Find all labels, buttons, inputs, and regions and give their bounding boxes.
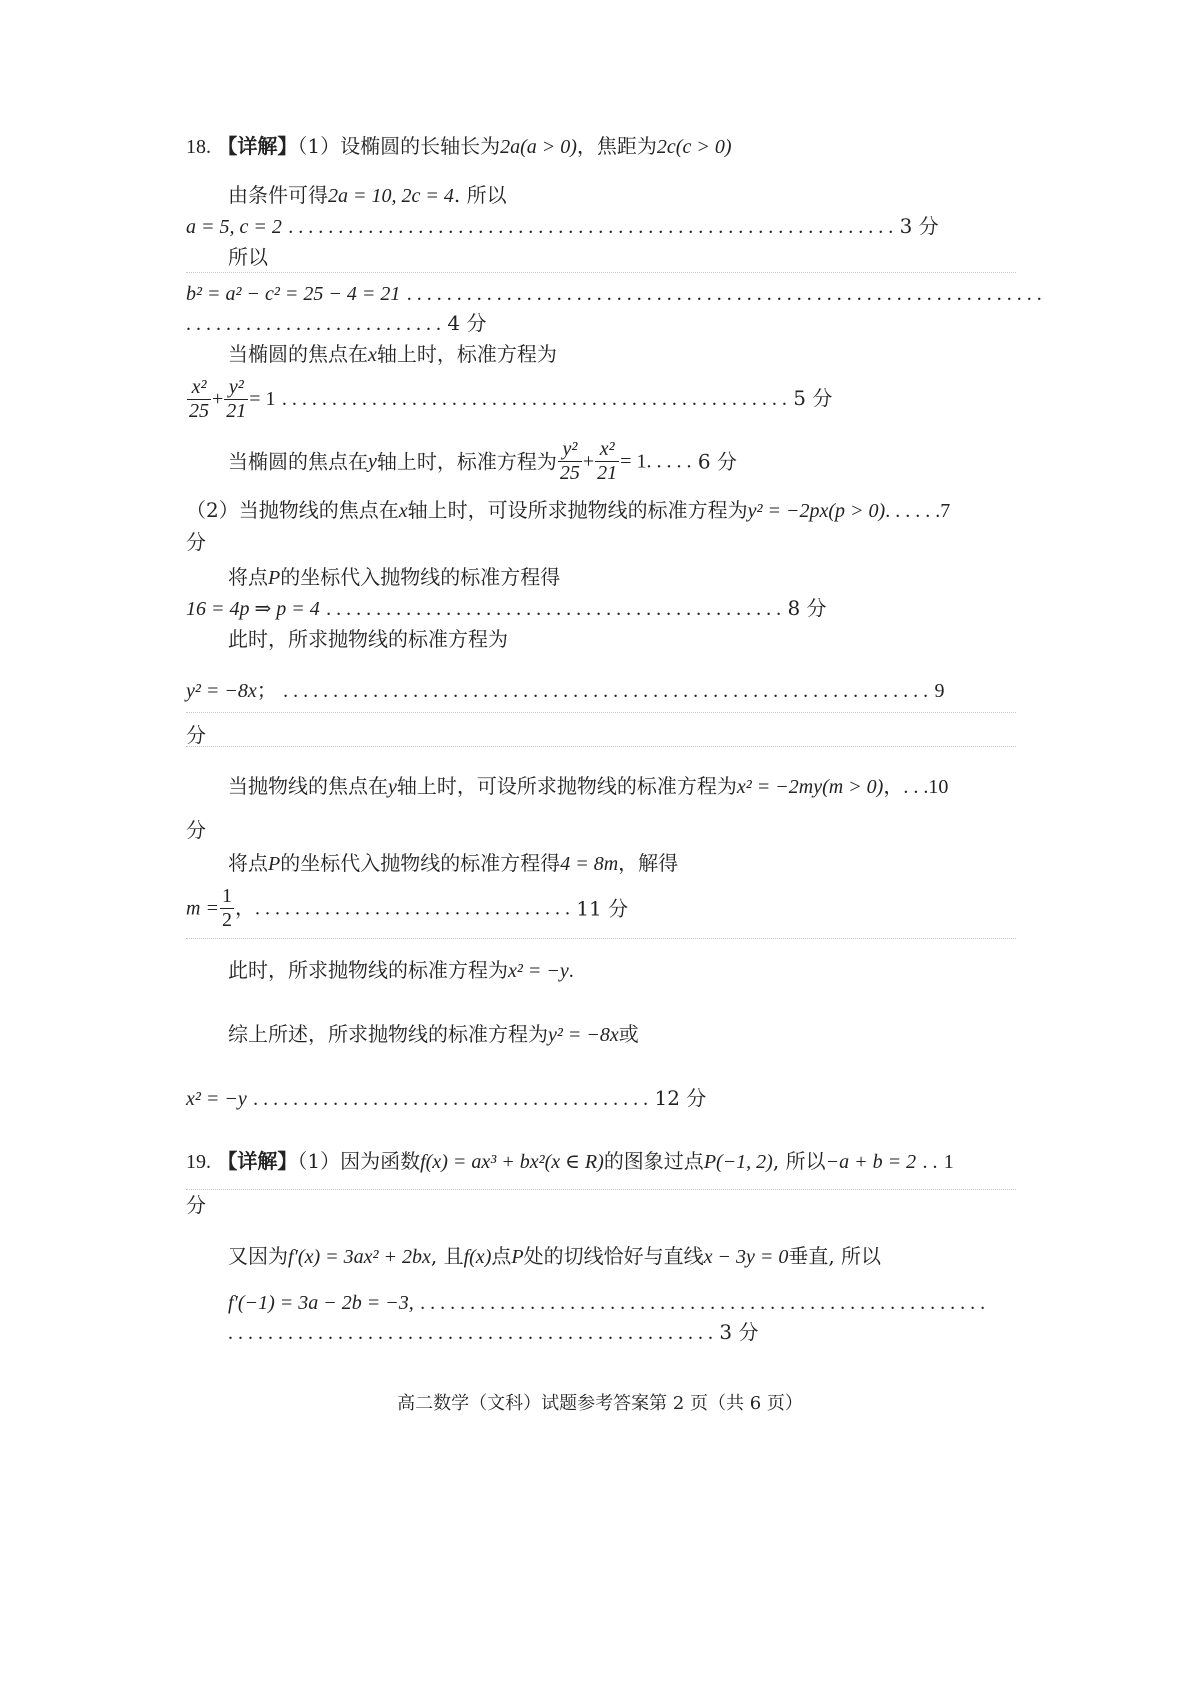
q18-line-21: [228, 960, 574, 981]
q18-line-20: [186, 885, 628, 932]
dot-leader: . . . . . . . . . . . . . . . . . . . . . . . . . . . . . . . . . . . . . . . . . . . . . . . . . . . . . . . . .: [420, 1292, 986, 1314]
dot-leader: . .: [922, 1151, 938, 1173]
dot-leader: . . . . .: [646, 450, 692, 473]
text: 当椭圆的焦点在: [228, 449, 368, 474]
q18-line-17: [228, 776, 948, 797]
text: 的图象过点: [603, 1149, 704, 1173]
q18-line-2: [228, 185, 507, 206]
text: .: [568, 960, 574, 982]
score: 3 分: [719, 1320, 759, 1344]
math-var: x: [398, 500, 408, 522]
dot-leader: . . . . . . . . . . . . . . . . . . . . . . . . . . . . . . . . . . . . . . . . . . . . . . . . . . .: [281, 388, 787, 410]
denominator: 25: [189, 400, 209, 422]
text: 分: [186, 723, 206, 747]
dot-leader: . . . . . . . . . . . . . . . . . . . . . . . . . . . . . . . . . . . . . . . . . . . . . . . . .: [228, 1322, 713, 1344]
math: x² = −2my(m > 0): [736, 776, 884, 798]
dot-leader: . . . . . .: [885, 500, 941, 522]
score: 3 分: [899, 214, 939, 238]
math: f(x): [463, 1246, 492, 1268]
text: 又因为: [228, 1244, 288, 1268]
text: 或: [618, 1022, 639, 1046]
text: （2）当抛物线的焦点在: [186, 498, 399, 522]
fraction: [220, 885, 234, 932]
dot-leader: ，. . .: [883, 776, 929, 798]
numerator: x²: [595, 438, 619, 462]
score: 7: [940, 500, 951, 522]
score: 10: [928, 776, 949, 798]
q18-line-15: [186, 680, 944, 701]
q18-line-1: [186, 136, 732, 157]
math: f(x) = ax³ + bx²(x ∈ R): [420, 1151, 604, 1173]
math: b² = a² − c² = 25 − 4 = 21: [186, 283, 401, 305]
text: 此时，所求抛物线的标准方程为: [228, 627, 508, 651]
math: y² = −8x: [548, 1024, 619, 1046]
detail-label: 【详解】: [217, 134, 298, 158]
q18-line-11: [186, 532, 206, 552]
score: 9: [934, 680, 945, 702]
text: 当椭圆的焦点在: [228, 342, 368, 366]
text: 将点: [228, 565, 268, 589]
q18-line-5: [186, 283, 1042, 304]
math: = 1: [249, 388, 276, 410]
text: 当抛物线的焦点在: [228, 774, 388, 798]
math: = 1: [620, 450, 647, 473]
text: 将点: [228, 851, 268, 875]
math: x² = −y: [186, 1088, 247, 1110]
q19-line-4: [228, 1292, 985, 1313]
dotted-separator: [186, 1189, 1016, 1190]
math-var: P: [268, 567, 281, 589]
q18-line-4: [228, 247, 268, 267]
q18-line-23: [186, 1088, 706, 1109]
text: , 且: [430, 1244, 464, 1268]
math-var: P: [511, 1246, 524, 1268]
q18-line-8: [186, 376, 832, 423]
text: 由条件可得: [228, 183, 328, 207]
math: x² = −y: [508, 960, 569, 982]
q18-line-6: [186, 313, 486, 334]
question-number: 19.: [186, 1151, 211, 1173]
score: 1: [943, 1151, 954, 1173]
text: 所以: [228, 245, 268, 269]
dot-leader: . . . . . . . . . . . . . . . . . . . . . . . . . . . . . . . . . . . . . . . . . . . . . . . . . . . . . . . . . . . . . . . .: [406, 283, 1042, 305]
dot-leader: . . . . . . . . . . . . . . . . . . . . . . . . . . . . . . . . . . . . . . . . . . . . . . . . . . . . . . . . . . . . . . . . .: [283, 680, 929, 702]
math: −a + b = 2: [825, 1151, 917, 1173]
dot-leader: . . . . . . . . . . . . . . . . . . . . . . . . . . . . . . . . . . . . . . . .: [253, 1088, 649, 1110]
denominator: 21: [226, 400, 247, 422]
fraction: [224, 376, 248, 423]
q18-line-12: [228, 567, 560, 588]
text: , 所以: [772, 1149, 826, 1173]
math: f′(−1) = 3a − 2b = −3,: [228, 1292, 414, 1314]
math: P(−1, 2): [703, 1151, 773, 1173]
q19-line-2: [186, 1195, 206, 1215]
denominator: 2: [221, 909, 232, 931]
q18-line-18: [186, 820, 206, 840]
numerator: x²: [187, 376, 211, 400]
q18-line-16: [186, 725, 206, 745]
plus-sign: +: [582, 450, 595, 473]
denominator: 21: [597, 462, 618, 484]
math-var: P: [268, 853, 281, 875]
q18-line-22: [228, 1024, 639, 1045]
math: 2a = 10, 2c = 4: [328, 185, 454, 207]
fraction: [187, 376, 211, 423]
text: 轴上时，标准方程为: [376, 449, 557, 474]
dot-leader: . . . . . . . . . . . . . . . . . . . . . . . . . .: [186, 313, 441, 335]
score: 12 分: [654, 1086, 707, 1110]
text: 处的切线恰好与直线: [523, 1244, 704, 1268]
score: 5 分: [793, 386, 833, 410]
fraction: [558, 438, 582, 485]
q18-line-13: [186, 598, 827, 619]
numerator: 1: [221, 885, 232, 907]
dot-leader: . . . . . . . . . . . . . . . . . . . . . . . . . . . . . . . . . . . . . . . . . . . . . . . . . . . . . . . . . . . . .: [288, 216, 894, 238]
text: . 所以: [453, 183, 507, 207]
plus-sign: +: [212, 388, 224, 410]
dotted-separator: [186, 938, 1016, 939]
q19-line-1: [186, 1151, 954, 1172]
text: 的坐标代入抛物线的标准方程得: [280, 565, 561, 589]
fraction: [595, 438, 619, 485]
text: ；: [256, 678, 277, 702]
math: 2a(a > 0): [500, 136, 577, 158]
text: （1）设椭圆的长轴长为: [297, 134, 501, 158]
text: 分: [186, 1193, 206, 1217]
text: 轴上时，可设所求抛物线的标准方程为: [407, 498, 748, 522]
text: （1）因为函数: [297, 1149, 421, 1173]
dot-leader: . . . . . . . . . . . . . . . . . . . . . . . . . . . . . . . . . . . . . . . . . . . . . .: [326, 598, 782, 620]
text: 垂直, 所以: [788, 1244, 882, 1268]
q19-line-5: [228, 1322, 758, 1343]
text: 综上所述，所求抛物线的标准方程为: [228, 1022, 548, 1046]
q18-line-19: [228, 853, 678, 874]
math: y² = −8x: [186, 680, 257, 702]
numerator: y²: [558, 438, 582, 462]
dotted-separator: [186, 272, 1016, 273]
text: 此时，所求抛物线的标准方程为: [228, 958, 508, 982]
dotted-separator: [186, 746, 1016, 747]
numerator: y²: [224, 376, 248, 400]
text: ，解得: [618, 851, 679, 875]
q18-line-7: [228, 344, 557, 365]
math-var: x: [368, 344, 377, 366]
text: 分: [186, 818, 206, 842]
q19-line-3: [228, 1246, 881, 1267]
text: 轴上时，标准方程为: [376, 342, 557, 366]
math: 2c(c > 0): [656, 136, 732, 158]
text: 点: [491, 1244, 512, 1268]
math: 4 = 8m: [560, 853, 619, 875]
q18-line-14: [228, 629, 508, 649]
q18-line-9: [228, 438, 737, 485]
math: 16 = 4p ⇒ p = 4: [186, 598, 320, 620]
math: m =: [186, 897, 219, 920]
math: f′(x) = 3ax² + 2bx: [288, 1246, 431, 1268]
denominator: 25: [559, 462, 580, 484]
math: x − 3y = 0: [703, 1246, 789, 1268]
math: y² = −2px(p > 0): [747, 500, 886, 522]
math: a = 5, c = 2: [186, 216, 282, 238]
dot-leader: ，. . . . . . . . . . . . . . . . . . . . . . . . . . . . . . . .: [234, 897, 570, 920]
math-var: y: [368, 450, 377, 473]
math-var: y: [388, 776, 397, 798]
text: ，焦距为: [576, 134, 657, 158]
text: 分: [186, 530, 206, 554]
score: 8 分: [787, 596, 827, 620]
score: 4 分: [447, 311, 487, 335]
q18-line-10: [186, 500, 950, 521]
detail-label: 【详解】: [217, 1149, 298, 1173]
question-number: 18.: [186, 136, 211, 158]
text: 的坐标代入抛物线的标准方程得: [280, 851, 561, 875]
dotted-separator: [186, 712, 1016, 713]
score: 6 分: [697, 449, 737, 474]
page-footer: 高二数学（文科）试题参考答案第 2 页（共 6 页）: [397, 1393, 803, 1414]
q18-line-3: [186, 216, 939, 237]
score: 11 分: [576, 896, 629, 921]
text: 轴上时，可设所求抛物线的标准方程为: [396, 774, 737, 798]
